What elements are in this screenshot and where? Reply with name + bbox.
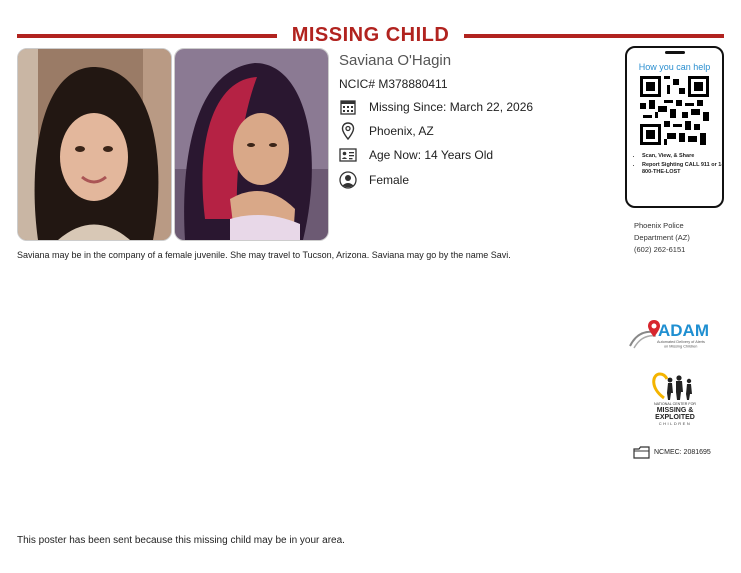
- child-name: Saviana O'Hagin: [339, 52, 452, 69]
- ncmec-case: [633, 446, 711, 459]
- age-text: Age Now: 14 Years Old: [369, 148, 494, 162]
- agency-contact: [634, 220, 724, 256]
- folder-icon: [633, 446, 650, 459]
- age-row: [339, 146, 493, 164]
- calendar-icon: [339, 98, 357, 116]
- ncic-number: NCIC# M378880411: [339, 77, 448, 91]
- ncmec-logo-line1: NATIONAL CENTER FOR: [654, 402, 696, 406]
- child-photo-2: [174, 48, 329, 241]
- ncmec-logo-line4: CHILDREN: [658, 421, 692, 426]
- ncmec-logo-line3: EXPLOITED: [655, 414, 695, 421]
- help-step-scan: • Scan, View, & Share: [642, 153, 728, 160]
- ncmec-logo-line2: MISSING &: [656, 407, 694, 414]
- poster-title: MISSING CHILD: [291, 24, 450, 46]
- missing-since-text: Missing Since: March 22, 2026: [369, 100, 534, 114]
- adam-logo: [628, 316, 720, 354]
- help-step-report: • Report Sighting CALL 911 or 1-800-THE-LOST: [642, 162, 728, 176]
- person-icon: [339, 171, 357, 189]
- help-card-title: How you can help: [638, 62, 711, 72]
- location-text: Phoenix, AZ: [369, 124, 434, 138]
- sex-row: [339, 171, 409, 189]
- missing-since-row: [339, 98, 533, 116]
- location-row: [339, 122, 434, 140]
- adam-tagline-1: Automated Delivery of Alerts: [657, 340, 705, 344]
- help-card-steps: [632, 153, 728, 178]
- phone-notch: [665, 51, 685, 54]
- poster-footer: This poster has been sent because this missing child may be in your area.: [17, 535, 345, 546]
- agency-name-line2: Department (AZ): [634, 233, 690, 242]
- header-rule-right: [464, 34, 724, 38]
- agency-name-line1: Phoenix Police: [634, 221, 684, 230]
- header-rule-left: [17, 34, 277, 38]
- agency-phone[interactable]: (602) 262-6151: [634, 245, 686, 254]
- id-card-icon: [339, 146, 357, 164]
- adam-tagline-2: on Missing Children: [664, 344, 698, 349]
- case-description: Saviana may be in the company of a female juvenile. She may travel to Tucson, Arizona. Saviana may go by the name Savi.: [17, 250, 511, 260]
- sex-text: Female: [369, 173, 410, 187]
- location-pin-icon: [339, 122, 357, 140]
- help-card: [625, 46, 724, 208]
- qr-code[interactable]: [640, 76, 709, 145]
- child-photo-1: [17, 48, 172, 241]
- ncmec-case-number: NCMEC: 2081695: [654, 449, 711, 456]
- adam-word: ADAM: [658, 321, 709, 340]
- ncmec-logo: [646, 368, 704, 428]
